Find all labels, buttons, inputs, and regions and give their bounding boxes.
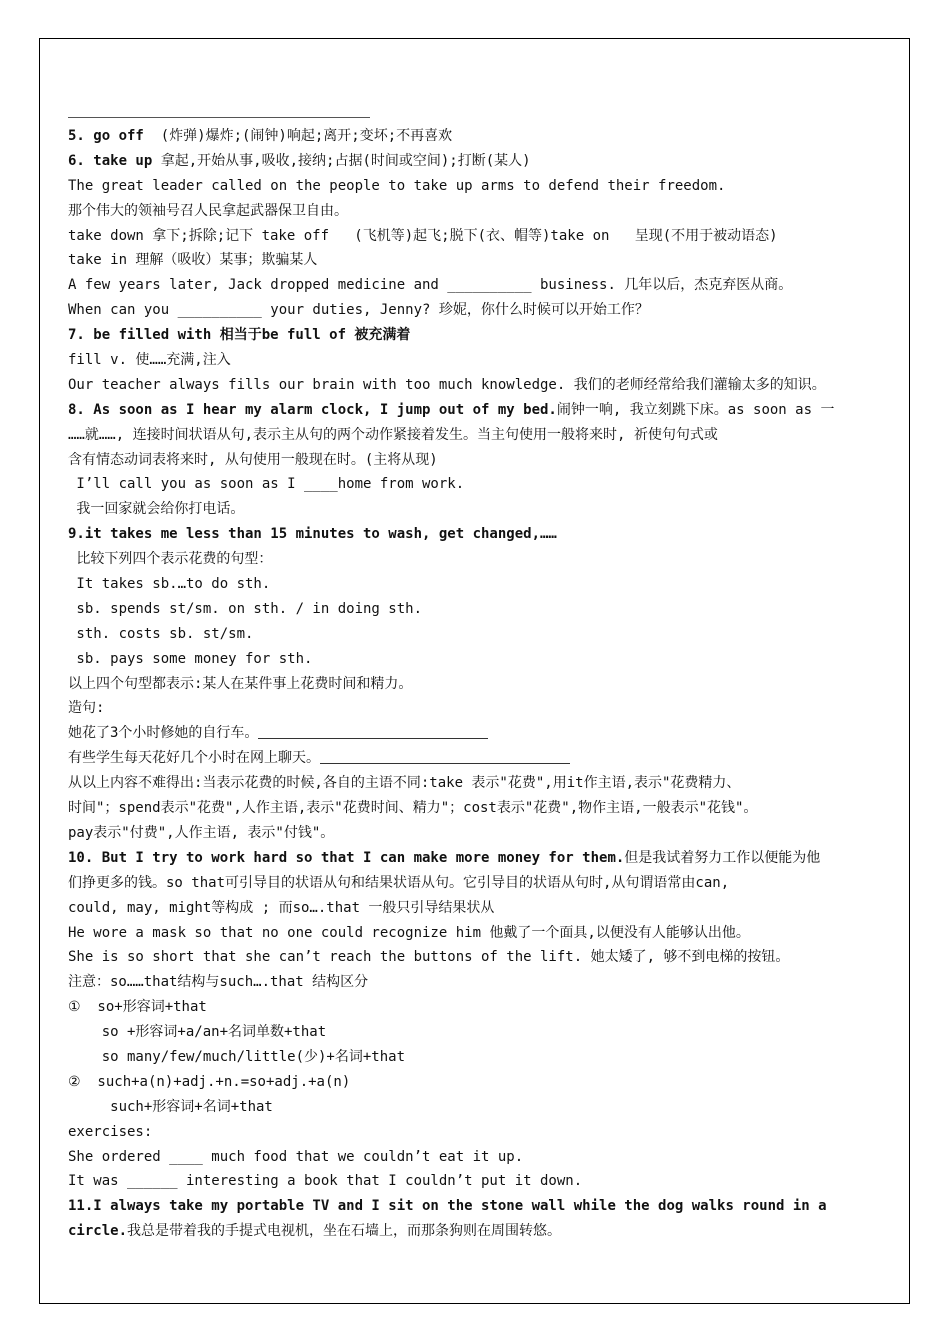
line-text: It takes sb.…to do sth. [68,576,271,593]
line-text: She is so short that she can’t reach the buttons of the lift. 她太矮了, 够不到电梯的按钮。 [68,949,790,966]
line-text: She ordered ____ much food that we couldn’t eat it up. [68,1148,524,1165]
bold-text: 9.it takes me less than 15 minutes to wash, get changed,…… [68,526,557,543]
line-text: ② such+a(n)+adj.+n.=so+adj.+a(n) [68,1073,351,1090]
text-line [68,1070,868,1095]
text-line [68,572,868,597]
text-line [68,672,868,697]
text-line [68,1169,868,1194]
text-line [68,298,868,323]
bold-text: 11.I always take my portable TV and I sit on the stone wall while the dog walks round in a [68,1198,827,1215]
text-line [68,821,868,846]
line-text: take down 拿下;拆除;记下 take off (飞机等)起飞;脱下(衣、帽等)take on 呈现(不用于被动语态) [68,227,778,244]
line-text: ① so+形容词+that [68,999,207,1016]
text-line [68,348,868,373]
text-line [68,995,868,1020]
line-text: fill v. 使……充满,注入 [68,352,231,369]
line-text: such+形容词+名词+that [68,1098,273,1115]
text-line [68,497,868,522]
line-text: 比较下列四个表示花费的句型： [68,551,273,568]
line-text: It was ______ interesting a book that I couldn’t put it down. [68,1173,583,1190]
text-line [68,1120,868,1145]
text-line [68,373,868,398]
text-line [68,174,868,199]
text-line [68,1095,868,1120]
line-text: 造句: [68,700,105,717]
answer-blank[interactable] [258,724,488,739]
line-text: so many/few/much/little(少)+名词+that [68,1048,406,1065]
text-line [68,945,868,970]
line-text: 注意：so……that结构与such….that 结构区分 [68,974,369,991]
text-line [68,647,868,672]
text-line [68,448,868,473]
text-line [68,199,868,224]
bold-heading: 5. go off [68,128,144,144]
text-line [68,273,868,298]
text-line [68,721,868,746]
line-text: take in 理解（吸收）某事；欺骗某人 [68,252,318,269]
text-line [68,1194,868,1219]
line-text: I’ll call you as soon as I ____home from work. [68,476,465,493]
text-line [68,1219,868,1244]
top-rule [68,117,370,118]
line-text: 她花了3个小时修她的自行车。 [68,725,259,742]
line-text: 从以上内容不难得出:当表示花费的时候,各自的主语不同:take 表示"花费",用it作主语,表示"花费精力、 [68,775,741,792]
line-text: 但是我试着努力工作以便能为他 [624,849,821,866]
text-line [68,547,868,572]
text-line [68,846,868,871]
line-text: The great leader called on the people to take up arms to defend their freedom. [68,177,726,194]
bold-heading: circle. [68,1223,128,1240]
line-text: 时间"；spend表示"花费",人作主语,表示"花费时间、精力"；cost表示"花费",物作主语,一般表示"花钱"。 [68,800,758,817]
line-text: He wore a mask so that no one could recognize him 他戴了一个面具,以便没有人能够认出他。 [68,924,750,941]
line-text: so +形容词+a/an+名词单数+that [68,1024,327,1041]
text-line [68,149,868,174]
line-text: A few years later, Jack dropped medicine and __________ business. 几年以后，杰克弃医从商。 [68,277,793,294]
text-line [68,771,868,796]
text-line [68,622,868,647]
document-body [68,124,868,1244]
line-text: sb. spends st/sm. on sth. / in doing sth. [68,600,423,617]
text-line [68,796,868,821]
line-text: Our teacher always fills our brain with too much knowledge. 我们的老师经常给我们灌输太多的知识。 [68,376,826,393]
text-line [68,248,868,273]
line-text: 含有情态动词表将来时, 从句使用一般现在时。(主将从现) [68,451,438,468]
text-line [68,224,868,249]
bold-heading: 6. take up [68,152,153,169]
text-line [68,746,868,771]
text-line [68,472,868,497]
line-text: 有些学生每天花好几个小时在网上聊天。 [68,750,320,767]
answer-blank[interactable] [320,749,570,764]
line-text: 我一回家就会给你打电话。 [68,501,245,518]
line-text: 闹钟一响, 我立刻跳下床。as soon as 一 [556,401,835,418]
text-line [68,696,868,721]
text-line [68,597,868,622]
text-line [68,1145,868,1170]
bold-heading: 8. As soon as I hear my alarm clock, I jump out of my bed. [68,401,557,418]
text-line [68,921,868,946]
text-line [68,871,868,896]
line-text: exercises: [68,1123,153,1140]
text-line [68,1045,868,1070]
line-text: pay表示"付费",人作主语, 表示"付钱"。 [68,824,335,841]
text-line [68,1020,868,1045]
line-text: 那个伟大的领袖号召人民拿起武器保卫自由。 [68,202,348,219]
text-line [68,896,868,921]
bold-heading: 10. But I try to work hard so that I can make more money for them. [68,849,625,866]
text-line [68,124,868,149]
line-text: (炸弹)爆炸;(闹钟)响起;离开;变坏;不再喜欢 [143,128,453,144]
line-text: sb. pays some money for sth. [68,650,313,667]
line-text: When can you __________ your duties, Jenny? 珍妮，你什么时候可以开始工作？ [68,302,649,319]
text-line [68,522,868,547]
text-line [68,423,868,448]
line-text: 们挣更多的钱。so that可引导目的状语从句和结果状语从句。它引导目的状语从句时,从句谓语常由can, [68,874,730,891]
text-line [68,398,868,423]
line-text: could, may, might等构成 ; 而so….that 一般只引导结果状从 [68,899,495,916]
line-text: ……就……, 连接时间状语从句,表示主从句的两个动作紧接着发生。当主句使用一般将来时, 祈使句句式或 [68,426,718,443]
line-text: sth. costs sb. st/sm. [68,625,254,642]
text-line [68,323,868,348]
line-text: 以上四个句型都表示:某人在某件事上花费时间和精力。 [68,675,413,692]
line-text: 我总是带着我的手提式电视机，坐在石墙上，而那条狗则在周围转悠。 [127,1223,562,1240]
line-text: 拿起,开始从事,吸收,接纳;占据(时间或空间);打断(某人) [152,152,531,169]
text-line [68,970,868,995]
bold-text: 7. be filled with 相当于be full of 被充满着 [68,327,411,344]
